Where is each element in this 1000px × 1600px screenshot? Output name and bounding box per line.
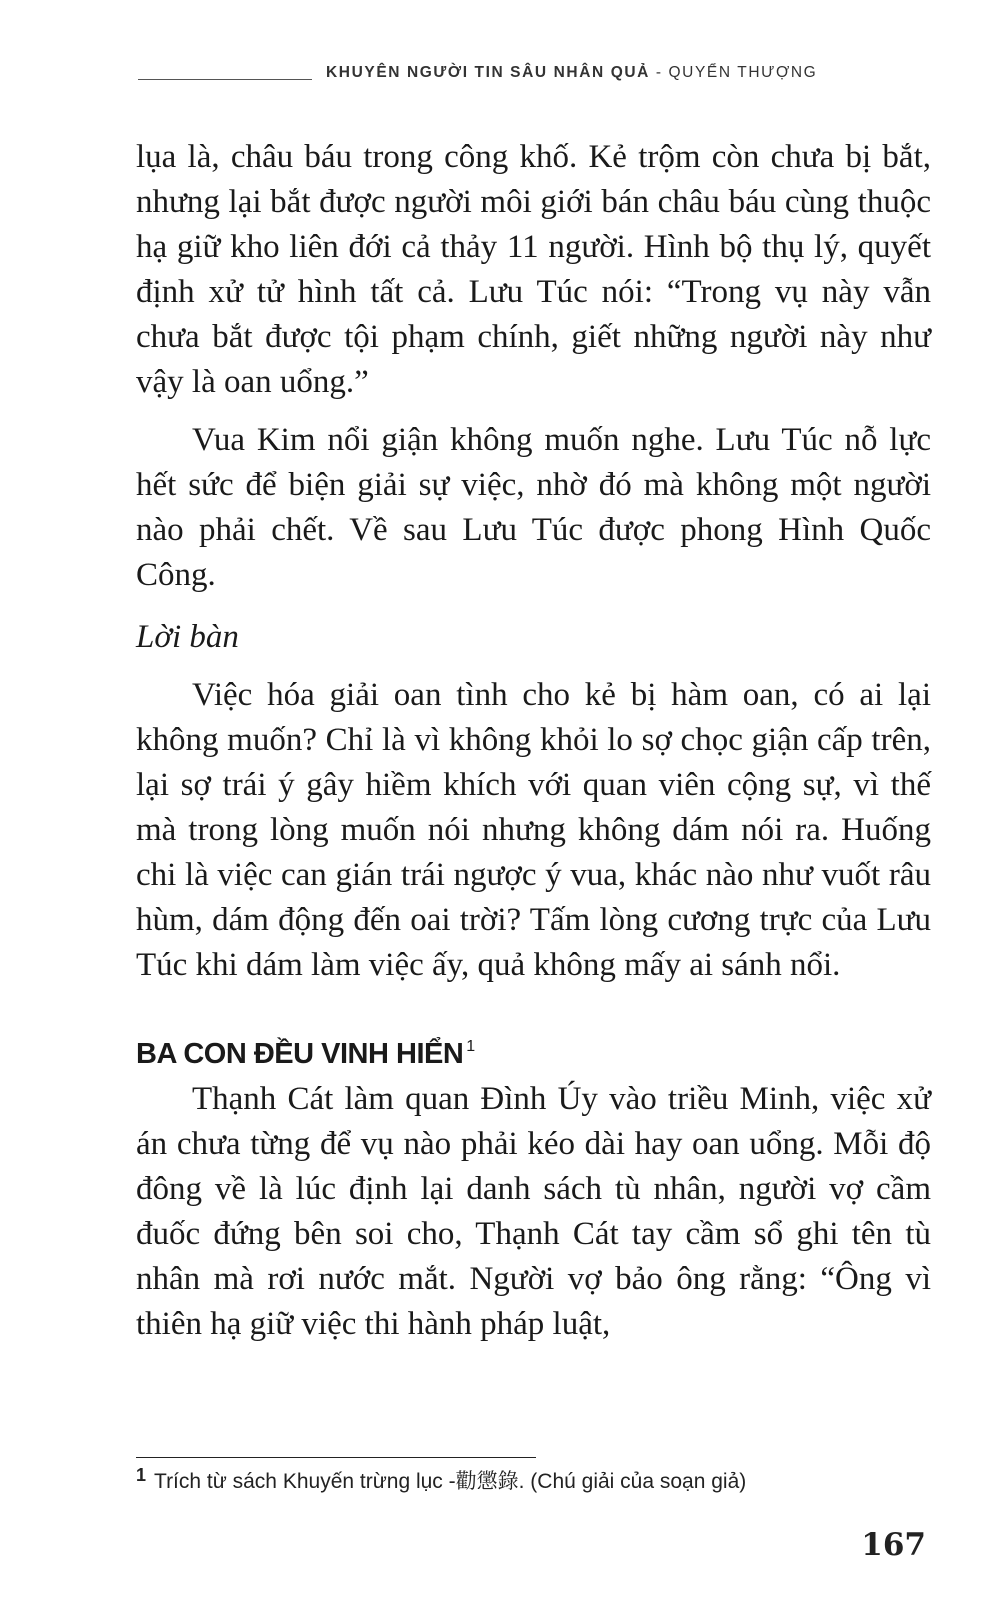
- commentary-label: Lời bàn: [136, 619, 239, 655]
- page-body: [136, 135, 931, 1347]
- running-header: [326, 64, 931, 82]
- page-number: 167: [861, 1527, 926, 1563]
- paragraph-2: Vua Kim nổi giận không muốn nghe. Lưu Túc nỗ lực hết sức để biện giải sự việc, nhờ đó mà không một người nào phải chết. Về sau Lưu Túc được phong Hình Quốc Công.: [136, 422, 931, 593]
- paragraph-4: Thạnh Cát làm quan Đình Úy vào triều Minh, việc xử án chưa từng để vụ nào phải kéo dài hay oan uổng. Mỗi độ đông về là lúc định lại danh sách tù nhân, người vợ cầm đuốc đứng bên soi cho, Thạnh Cát tay cầm sổ ghi tên tù nhân mà rơi nước mắt. Người vợ bảo ông rằng: “Ông vì thiên hạ giữ việc thi hành pháp luật,: [136, 1081, 931, 1342]
- footnote-rule: [136, 1457, 536, 1458]
- header-separator: -: [649, 64, 669, 81]
- volume-title: QUYỂN THƯỢNG: [668, 64, 818, 81]
- footnote: [136, 1461, 931, 1496]
- section-heading: [136, 1024, 931, 1077]
- footnote-mark: 1: [136, 1465, 147, 1485]
- footnote-reference: 1: [466, 1038, 475, 1055]
- footnote-text: Trích từ sách Khuyến trừng lục -勸懲錄. (Chú giải của soạn giả): [154, 1470, 747, 1493]
- section-heading-text: BA CON ĐỀU VINH HIỂN: [136, 1038, 464, 1070]
- header-rule: [138, 79, 312, 80]
- paragraph-1: lụa là, châu báu trong công khố. Kẻ trộm còn chưa bị bắt, nhưng lại bắt được người môi giới bán châu báu cùng thuộc hạ giữ kho liên đới cả thảy 11 người. Hình bộ thụ lý, quyết định xử tử hình tất cả. Lưu Túc nói: “Trong vụ này vẫn chưa bắt được tội phạm chính, giết những người này như vậy là oan uổng.”: [136, 139, 931, 400]
- paragraph-3: Việc hóa giải oan tình cho kẻ bị hàm oan, có ai lại không muốn? Chỉ là vì không khỏi lo sợ chọc giận cấp trên, lại sợ trái ý gây hiềm khích với quan viên cộng sự, vì thế mà trong lòng muốn nói nhưng không dám nói ra. Huống chi là việc can gián trái ngược ý vua, khác nào như vuốt râu hùm, dám động đến oai trời? Tấm lòng cương trực của Lưu Túc khi dám làm việc ấy, quả không mấy ai sánh nổi.: [136, 677, 931, 983]
- book-title: KHUYÊN NGƯỜI TIN SÂU NHÂN QUẢ: [326, 64, 650, 81]
